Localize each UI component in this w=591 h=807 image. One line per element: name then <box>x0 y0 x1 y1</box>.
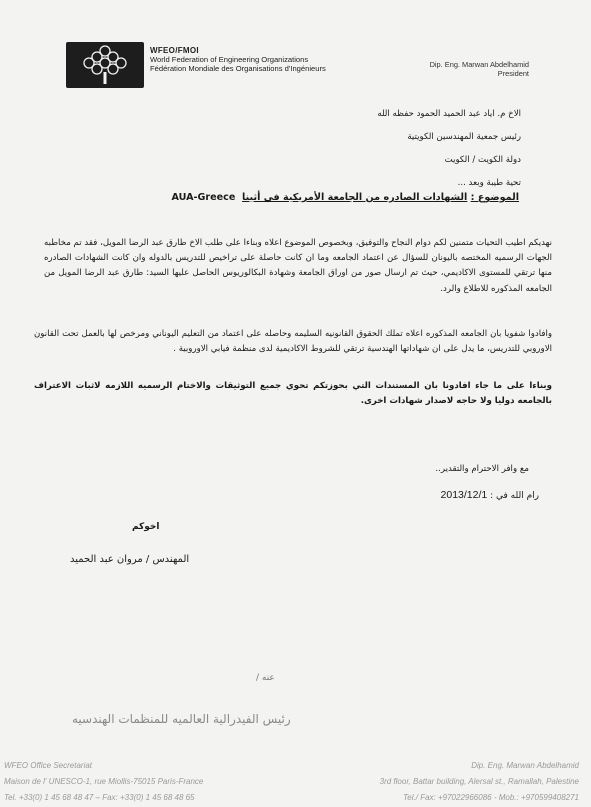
body-paragraph-2: وافادوا شفويا بان الجامعه المذكوره اعلاه تملك الحقوق القانونيه السليمه وحاصله على اعتماد من التعليم اليوناني ومرخص لها بالعمل تحت القانون الاوروبي للتدريس، ما يدل على ان شهاداتها الهندسية ترتقي للشروط الاكاديمية لدى منظمة فيابي الاوروبية . <box>34 329 552 355</box>
on-behalf: عنه / <box>256 673 275 683</box>
recipient-address <box>221 103 521 195</box>
subject-tag: AUA-Greece <box>171 192 236 203</box>
closing-brothers: اخوكم <box>132 522 160 532</box>
president-block <box>369 60 529 78</box>
org-name-french: Fédération Mondiale des Organisations d'Ingénieurs <box>150 64 326 73</box>
greeting: تحية طيبة وبعد ... <box>457 178 521 188</box>
president-name: Dip. Eng. Marwan Abdelhamid <box>429 60 529 69</box>
president-role: President <box>497 69 529 78</box>
subject-text: الشهادات الصادره من الجامعة الأمريكية في أثينا <box>242 192 468 203</box>
wfeo-logo <box>66 42 144 88</box>
footer-left <box>4 758 304 806</box>
org-abbreviation: WFEO/FMOI <box>150 46 199 55</box>
footer-right <box>279 758 579 806</box>
body-paragraph-3: وبناءا على ما جاء افادونا بان المستندات التي بحوزتكم تحوي جميع التوثيقات والاختام الرسميه اللازمه لاثبات الاعتراف بالجامعه دوليا ولا حاجه لاصدار شهادات اخرى. <box>34 381 552 407</box>
organization-name <box>150 46 400 73</box>
footer-ramallah-phone: Tel./ Fax: +97022966086 - Mob.: +970599408271 <box>403 793 579 802</box>
recipient-location: دولة الكويت / الكويت <box>444 155 521 165</box>
footer-secretariat: WFEO Office Secretariat <box>4 761 93 770</box>
footer-ramallah-address: 3rd floor, Battar building, Alersal st., Ramallah, Palestine <box>379 777 579 786</box>
date-prefix: رام الله في : <box>490 491 539 501</box>
footer-paris-phone: Tel. +33(0) 1 45 68 48 47 – Fax: +33(0) 1 45 68 48 65 <box>4 793 195 802</box>
date-value: 2013/12/1 <box>440 489 488 501</box>
subject-line <box>59 190 519 206</box>
letter-date <box>239 489 539 501</box>
footer-paris-address: Maison de l' UNESCO-1, rue Miollis-75015 Paris-France <box>4 777 204 786</box>
signer-name: المهندس / مروان عبد الحميد <box>70 554 190 565</box>
closing-regards: مع وافر الاحترام والتقدير.. <box>435 464 529 474</box>
footer-president: Dip. Eng. Marwan Abdelhamid <box>471 761 579 770</box>
recipient-title: رئيس جمعية المهندسين الكويتية <box>407 132 521 142</box>
recipient-name: الاخ م. اياد عبد الحميد الحمود حفظه الله <box>377 109 521 119</box>
org-name-english: World Federation of Engineering Organizations <box>150 55 309 64</box>
body-paragraph-1: نهديكم اطيب التحيات متمنين لكم دوام النجاح والتوفيق، وبخصوص الموضوع اعلاه وبناءا على طلب الاخ طارق عبد الرضا المويل، فقد تم مخاطبه الجهات الرسميه المختصه باليونان للسؤال عن اعتماد الجامعه وما ان كانت حاصلة على تراخيص للتدريس بالدوله وان كانت الشهادات الصادره منها ترتقي للمستوى الاكاديمي، حيث تم ارسال صور من اوراق الجامعة وشهادة البكالوريوس الحاصل عليها السيد: طارق عبد الرضا المويل من الجامعه المذكوره للاطلاع والرد. <box>44 238 552 294</box>
federation-head-title: رئيس الفيدرالية العالميه للمنظمات الهندسيه <box>72 712 291 726</box>
subject-label: الموضوع : <box>470 192 519 203</box>
